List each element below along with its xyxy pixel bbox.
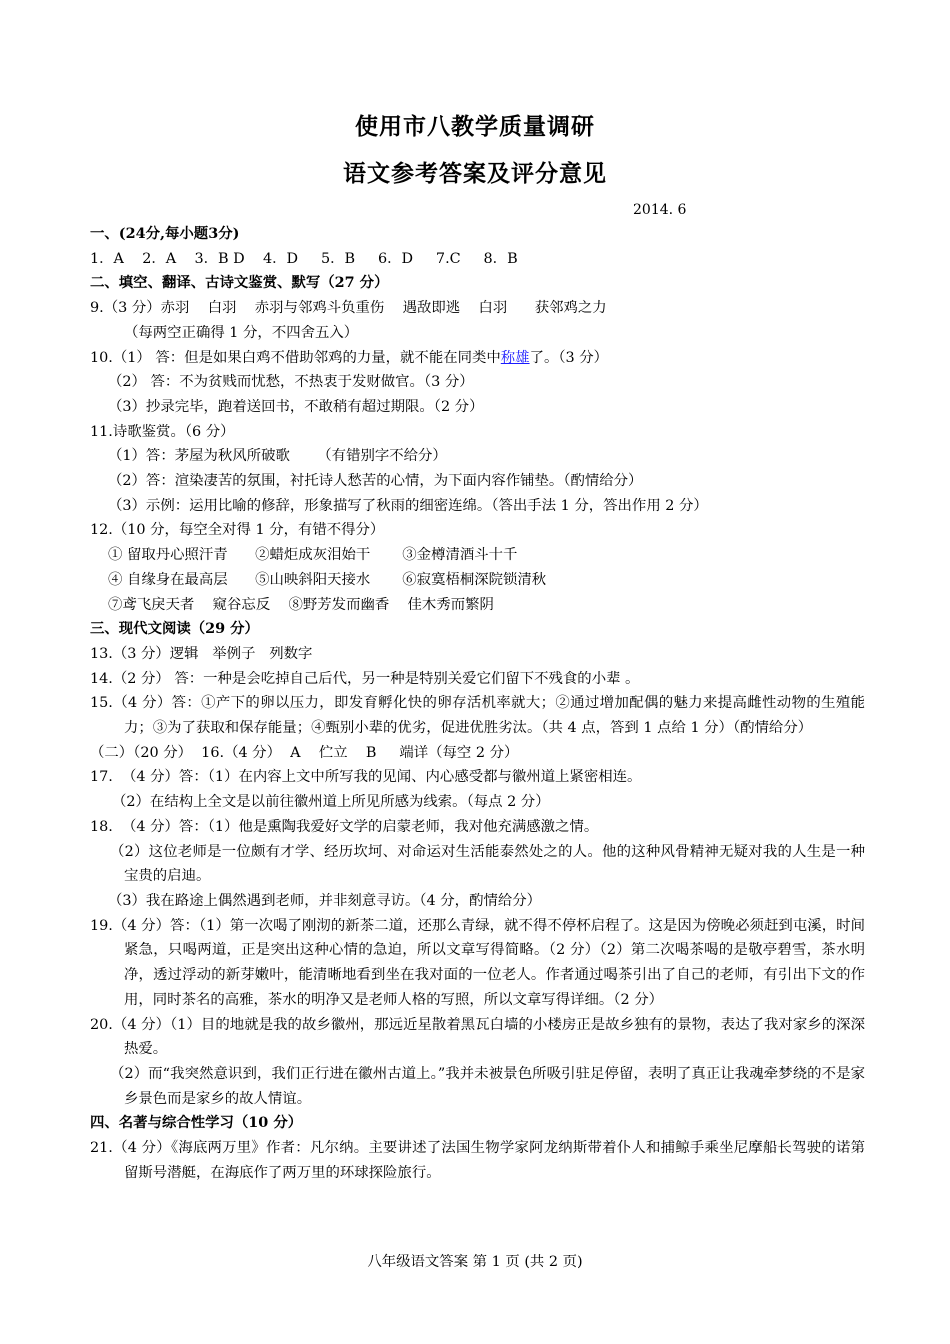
answer-line: 12.（10 分，每空全对得 1 分，有错不得分） [90, 522, 385, 539]
section-heading-4: 四、名著与综合性学习（10 分） [90, 1114, 303, 1132]
answer-line: （3）示例：运用比喻的修辞，形象描写了秋雨的细密连绵。（答出手法 1 分，答出作用 2 分） [108, 497, 708, 514]
answer-line: 13.（3 分）逻辑 举例子 列数字 [90, 645, 313, 662]
answer-text: 10.（1） 答：但是如果白鸡不借助邻鸡的力量，就不能在同类中 [90, 349, 501, 366]
section-heading-1: 一、(24分,每小题3分) [90, 225, 240, 242]
answer-line: （2） 答：不为贫贱而忧愁，不热衷于发财做官。（3 分） [108, 374, 474, 391]
answer-line: ⑦鸢飞戾天者 窥谷忘反 ⑧野芳发而幽香 佳木秀而繁阴 [108, 596, 494, 613]
answer-line: （3）抄录完毕，跑着送回书，不敢稍有超过期限。（2 分） [108, 398, 484, 415]
answer-line-10 [90, 346, 865, 371]
answer-paragraph: 21.（4 分）《海底两万里》作者：凡尔纳。主要讲述了法国生物学家阿龙纳斯带着仆人和捕鲸手乘坐尼摩船长驾驶的诺第留斯号潜艇，在海底作了两万里的环球探险旅行。 [90, 1140, 865, 1181]
doc-title-line2: 语文参考答案及评分意见 [343, 160, 607, 187]
doc-date: 2014. 6 [633, 202, 687, 218]
answer-paragraph: 15.（4 分）答：①产下的卵以压力，即发育孵化快的卵存活机率就大；②通过增加配偶的魅力来提高雌性动物的生殖能力；③为了获取和保存能量；④甄别小辈的优劣，促进优胜劣汰。（共 4 点，答到 1 点给 1 分）（酌情给分） [90, 695, 865, 737]
answer-paragraph: 20.（4 分）（1）目的地就是我的故乡徽州，那远近星散着黑瓦白墙的小楼房正是故乡独有的景物，表达了我对家乡的深深热爱。 [90, 1016, 865, 1058]
answer-paragraph: 19.（4 分）答：（1）第一次喝了刚沏的新茶二道，还那么青绿，就不得不停杯启程了。这是因为傍晚必须赶到屯溪，时间紧急，只喝两道，正是突出这种心情的急迫，所以文章写得简略。（2 分）（2）第二次喝茶喝的是敬亭碧雪，茶水明净，透过浮动的新芽嫩叶，能清晰地看到坐在我对面的一位老人。作者通过喝茶引出了自己的老师，有引出下文的作用，同时茶名的高雅，茶水的明净又是老师人格的写照，所以文章写得详细。（2 分） [90, 917, 865, 1008]
page-footer: 八年级语文答案 第 1 页 (共 2 页) [367, 1254, 583, 1270]
section-heading-2: 二、填空、翻译、古诗文鉴赏、默写（27 分） [90, 274, 389, 292]
hyperlink-chengxiong[interactable]: 称雄 [500, 349, 530, 366]
answer-content [90, 222, 865, 1185]
answer-text: 了。（3 分） [529, 349, 609, 366]
answer-line: ④ 自缘身在最高层 ⑤山映斜阳天接水 ⑥寂寞梧桐深院锁清秋 [108, 571, 547, 588]
answer-line: （3）我在路途上偶然遇到老师，并非刻意寻访。（4 分，酌情给分） [108, 892, 542, 909]
answer-line: 17. （4 分）答：（1）在内容上文中所写我的见闻、内心感受都与徽州道上紧密相连。 [90, 769, 642, 786]
answer-line: （2）答：渲染凄苦的氛围，衬托诗人愁苦的心情，为下面内容作铺垫。（酌情给分） [108, 473, 643, 490]
answer-line: （二）（20 分） 16.（4 分） A 伫立 B 端详（每空 2 分） [90, 744, 519, 761]
answer-line: （每两空正确得 1 分，不四舍五入） [124, 324, 359, 341]
answer-line: ① 留取丹心照汗青 ②蜡炬成灰泪始干 ③金樽清酒斗十千 [108, 547, 518, 564]
answer-line: 18. （4 分）答：（1）他是熏陶我爱好文学的启蒙老师，我对他充满感激之情。 [90, 818, 599, 835]
answer-paragraph: （2）而“我突然意识到，我们正行进在徽州古道上。”我并未被景色所吸引驻足停留，表明了真正让我魂牵梦绕的不是家乡景色而是家乡的故人情谊。 [110, 1065, 865, 1107]
answer-line: 1．A 2．A 3．B D 4．D 5．B 6．D 7.C 8．B [90, 250, 518, 267]
answer-line: 9.（3 分）赤羽 白羽 赤羽与邻鸡斗负重伤 遇敌即逃 白羽 获邻鸡之力 [90, 300, 607, 317]
doc-title-line1: 使用市八教学质量调研 [355, 113, 595, 140]
answer-paragraph: （2）这位老师是一位颇有才学、经历坎坷、对命运对生活能泰然处之的人。他的这种风骨精神无疑对我的人生是一种宝贵的启迪。 [110, 843, 865, 885]
answer-line: （2）在结构上全文是以前往徽州道上所见所感为线索。（每点 2 分） [112, 794, 550, 811]
section-heading-3: 三、现代文阅读（29 分） [90, 620, 259, 638]
answer-line: （1）答：茅屋为秋风所破歌 （有错别字不给分） [108, 448, 447, 465]
answer-line: 11.诗歌鉴赏。（6 分） [90, 423, 235, 440]
answer-line: 14.（2 分） 答：一种是会吃掉自己后代，另一种是特别关爱它们留下不残食的小辈 。 [90, 670, 640, 687]
